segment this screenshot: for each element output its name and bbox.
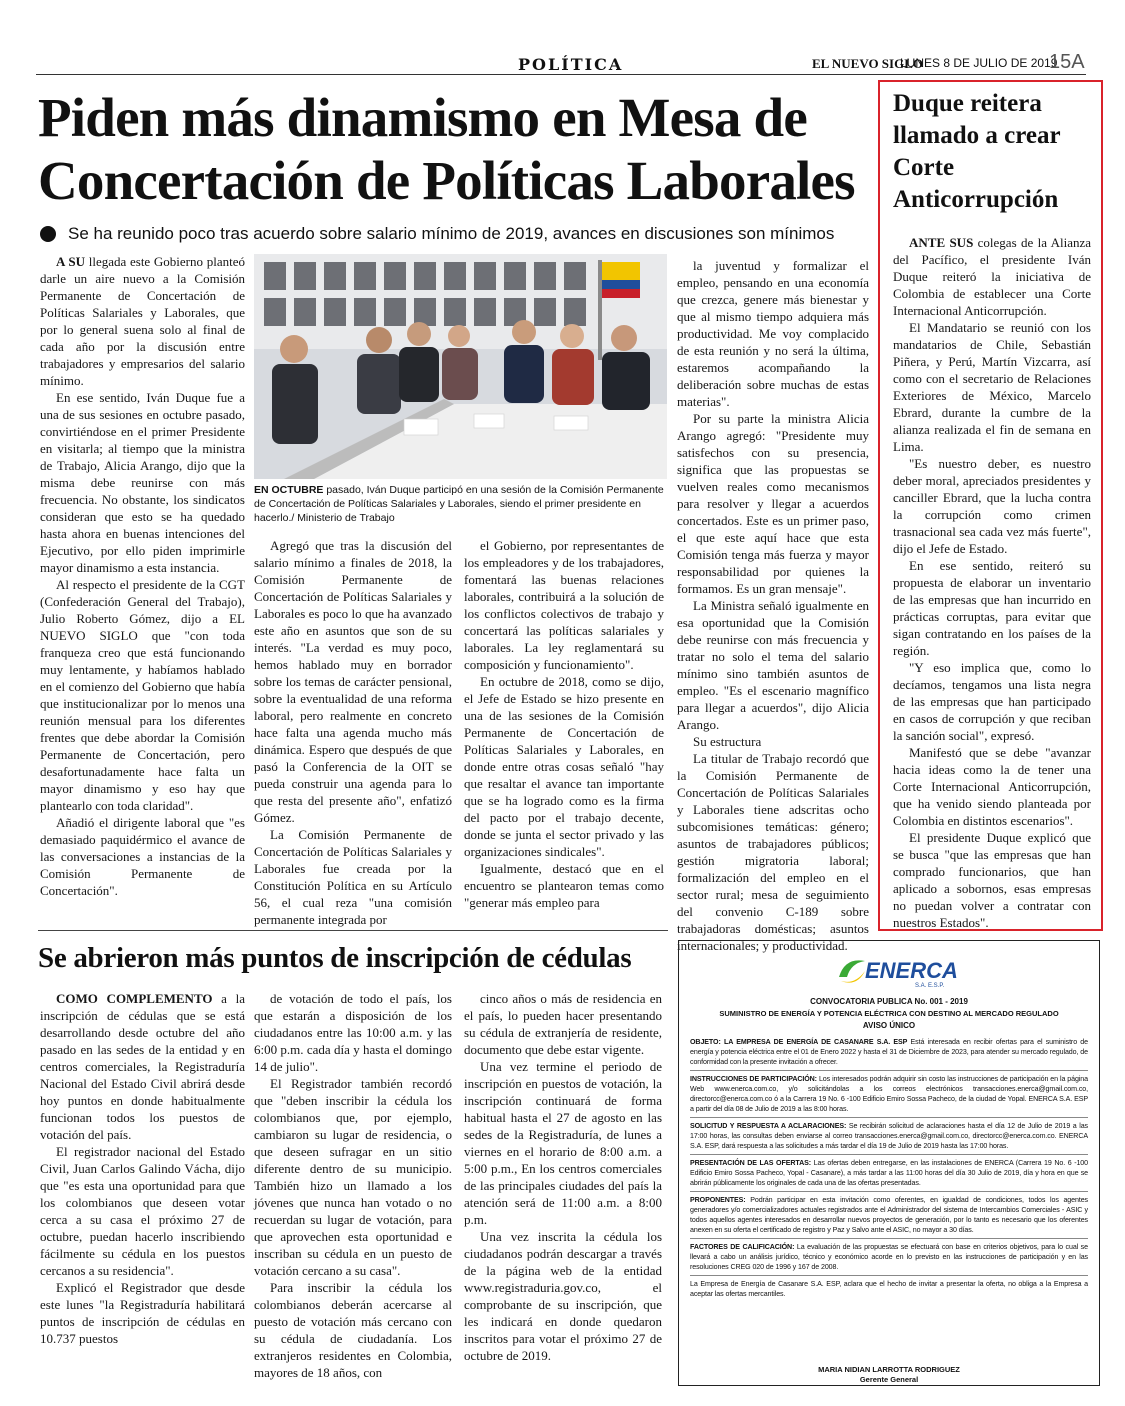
paragraph-text: la juventud y formalizar el empleo, pensando en una economía que crezca, genere más bienestar y que al mismo tiempo adquiera más productividad. Me voy complacido de esta reunión y no será la última, estaremos acompañando la deliberación sobre muchas de estas materias". xyxy=(677,258,869,409)
enerca-logo xyxy=(835,951,958,991)
meeting-photo xyxy=(254,254,667,479)
article1-column-1 xyxy=(40,253,245,899)
ad-paragraph-text: Los interesados podrán adquirir sin costo las instrucciones de participación en la página Web www.enerca.com.co, y/o solicitándolas a los correos electrónicos transacciones.enerca@gmail.com.co, directorcc@enerca.com.co ó a la Carrera 19 No. 6 -100 Edificio Emiro Sossa Pacheco, de la ciudad de Yopal. ENERCA S.A. ESP a partir del día 08 de Julio de 2019 a las 8:00 horas. xyxy=(690,1075,1088,1113)
ad-paragraph xyxy=(690,1191,1088,1235)
paragraph xyxy=(40,1143,245,1279)
paragraph-text: Su estructura xyxy=(693,734,762,749)
ad-paragraph-text: Podrán participar en esta invitación como oferentes, en igualdad de condiciones, todos los agentes generadores y/o comercializadores actuales registrados ante el Administrador del sistema de Intercambios Comerciales - ASIC y todos aquellos agentes interesados en desarrollar nuevos proyectos de generación, por lo tanto es necesario que los oferentes anexen en su oferta el certificado de registro y Paz y Salvo ante el ASIC, no mayor a 30 días. xyxy=(690,1196,1088,1234)
paragraph-text: Una vez inscrita la cédula los ciudadanos podrán descargar a través de la página web de la entidad www.registraduria.gov.co, el comprobante de su inscripción, que les indicará en donde quedaron inscritos para votar el próximo 27 de octubre de 2019. xyxy=(464,1229,662,1363)
paragraph xyxy=(464,1228,662,1364)
paragraph-text: En octubre de 2018, como se dijo, el Jefe de Estado se hizo presente en una de las sesiones de la Comisión Permanente de Concertación de Políticas Salariales y Laborales, en donde entre otras cosas señaló "hay que resaltar el avance tan importante que se ha logrado como es la firma del pacto por el trabajo decente, donde se junta el sector privado y las organizaciones sindicales". xyxy=(464,674,664,859)
paragraph-text: El Mandatario se reunió con los mandatarios de Chile, Sebastián Piñera, y Perú, Martín Vizcarra, así como con el secretario de Relaciones Exteriores de México, Marcelo Ebrard, durante la cumbre de la alianza realizada el fin de semana en Lima. xyxy=(893,320,1091,454)
paragraph xyxy=(893,234,1091,319)
article1-column-4 xyxy=(677,257,869,954)
paragraph-text: Al respecto el presidente de la CGT (Confederación General del Trabajo), Julio Roberto Gómez, dijo a EL NUEVO SIGLO que "con toda franqueza creo que está funcionando muy lentamente, y habíamos hablado en el comienzo del Gobierno que había que institucionalizar por lo menos una reunión mensual para los diferentes frentes que debe abordar la Comisión Permanente de Concertación, pero desafortunadamente hace falta un mayor dinamismo y eso hay que plantearlo con toda claridad". xyxy=(40,577,245,813)
main-headline: Piden más dinamismo en Mesa de Concertación de Políticas Laborales xyxy=(38,87,855,211)
header-rule xyxy=(36,74,1086,75)
ad-signer-role: Gerente General xyxy=(859,1375,919,1384)
logo-subtext: S.A. E.S.P. xyxy=(915,983,945,989)
article2-headline: Se abrieron más puntos de inscripción de cédulas xyxy=(38,942,632,974)
page-number: 15A xyxy=(1049,51,1085,73)
article2-column-3 xyxy=(464,990,662,1364)
paragraph xyxy=(893,659,1091,744)
paragraph-text: Agregó que tras la discusión del salario mínimo a finales de 2018, la Comisión Permanente de Concertación de Políticas Salariales y Laborales es poco lo que ha avanzado este año en asuntos que son de su interés. "La verdad es muy poco, hemos hablado muy en borrador sobre los temas de carácter pensional, sobre la eventualidad de una reforma laboral, pero realmente en concreto hace falta una agenda mucho más dinámica. Espero que después de que pasó la Conferencia de la OIT se pueda construir una agenda para lo que resta del presente año", enfatizó Gómez. xyxy=(254,538,452,825)
caption-text: pasado, Iván Duque participó en una sesión de la Comisión Permanente de Concertación de Políticas Salariales y Laborales, siendo el primer presidente en hacerlo./ Ministerio de Trabajo xyxy=(254,484,664,524)
paragraph-text: a la inscripción de cédulas que se está desarrollando desde octubre del año pasado en las sedes de la entidad y en centros comerciales, la Registraduría Nacional del Estado Civil abrirá desde hoy puntos en donde habitualmente funcionan todos los puestos de votación del país. xyxy=(40,991,246,1142)
paragraph-text: Por su parte la ministra Alicia Arango agregó: "Presidente muy satisfechos con su presencia, significa que las propuestas se vuelven reales como mecanismos para resolver y llegar a acuerdos concertados. Este es un primer paso, el que este aquí hace que esta Comisión tenga más fuerza y mayor responsabilidad por quienes la formamos. Es un gran mensaje". xyxy=(677,411,869,596)
publication-date: LUNES 8 DE JULIO DE 2019 xyxy=(900,56,1058,70)
paragraph xyxy=(464,673,664,860)
bullet-icon xyxy=(40,226,56,242)
ad-paragraph xyxy=(690,1275,1088,1299)
paragraph xyxy=(677,257,869,410)
paragraph-lead: ANTE SUS xyxy=(909,235,974,250)
paragraph-text: Manifestó que se debe "avanzar hacia ideas como la de tener una Corte Internacional Anticorrupción, que ha venido siendo planteada por Colombia en distintos escenarios". xyxy=(893,745,1091,828)
article1-column-2 xyxy=(254,537,452,928)
paragraph xyxy=(677,750,869,954)
section-name: POLÍTICA xyxy=(518,55,624,74)
ad-paragraph-text: La Empresa de Energía de Casanare S.A. ESP, aclara que el hecho de invitar a presentar la oferta, no obliga a la Empresa a aceptar las ofertas mercantiles. xyxy=(690,1280,1088,1298)
photo-caption xyxy=(254,483,666,525)
article-divider xyxy=(38,930,668,931)
ad-paragraph-text: La evaluación de las propuestas se efectuará con base en criterios objetivos, para lo cual se llevará a cabo un análisis jurídico, técnico y económico acorde en lo previsto en las instrucciones de participación y en las resoluciones CREG 020 de 1996 y 167 de 2008. xyxy=(690,1243,1088,1271)
ad-paragraph xyxy=(690,1070,1088,1114)
paragraph-text: En ese sentido, Iván Duque fue a una de sus sesiones en octubre pasado, convirtiéndose en el primer Presidente en visitarla; al tiempo que la ministra de Trabajo, Alicia Arango, dijo que la misma debe reunirse con más frecuencia. No obstante, los sindicatos consideran que esto se ha quedado hasta ahora en buenas intenciones del Ejecutivo, por ello piden imprimirle mayor dinamismo a esta instancia. xyxy=(40,390,245,575)
paragraph-lead: COMO COMPLEMENTO xyxy=(56,991,213,1006)
paragraph xyxy=(893,744,1091,829)
paragraph xyxy=(893,557,1091,659)
paragraph xyxy=(677,410,869,597)
paragraph-text: Para inscribir la cédula los colombianos deberán acercarse al puesto de votación más cercano con su cédula de ciudadanía. Los extranjeros residentes en Colombia, mayores de 18 años, con xyxy=(254,1280,452,1380)
paragraph xyxy=(40,814,245,899)
ad-paragraph-lead: PROPONENTES: xyxy=(690,1196,746,1204)
paragraph-text: de votación de todo el país, los que estarán a disposición de los ciudadanos entre las 10:00 a.m. y las 6:00 p.m. cada día y hasta el domingo 14 de julio". xyxy=(254,991,452,1074)
paragraph xyxy=(254,1075,452,1279)
ad-body xyxy=(690,1034,1088,1299)
logo-wordmark: ENERCA xyxy=(865,958,958,983)
paragraph-text: "Es nuestro deber, es nuestro deber moral, apreciados presidentes y canciller Ebrard, que la lucha contra la corrupción como crimen trasnacional sea cada vez más fuerte", dijo el Jefe de Estado. xyxy=(893,456,1091,556)
article2-column-2 xyxy=(254,990,452,1381)
paragraph-text: el Gobierno, por representantes de los empleadores y de los trabajadores, fomentará las buenas relaciones laborales, contribuirá a la solución de los conflictos colectivos de trabajo y concertará las políticas salariales y laborales. La ley reglamentará su composición y funcionamiento". xyxy=(464,538,664,672)
caption-lead: EN OCTUBRE xyxy=(254,484,324,496)
paragraph-text: La Ministra señaló igualmente en esa oportunidad que la Comisión debe reunirse con más frecuencia y tratar no solo el tema del salario mínimo sino también asuntos de empleo. "Es el escenario magnífico para llegar a acuerdos", dijo Alicia Arango. xyxy=(677,598,869,732)
sidebar-body xyxy=(893,234,1091,931)
paragraph xyxy=(893,455,1091,557)
newspaper-name: EL NUEVO SIGLO xyxy=(812,56,923,71)
paragraph-text: "Y eso implica que, como lo decíamos, tengamos una lista negra de las empresas que han participado en casos de corrupción y que reciban la sanción social", expresó. xyxy=(893,660,1091,743)
sidebar-headline: Duque reitera llamado a crear Corte Anticorrupción xyxy=(893,90,1061,213)
paragraph-text: Igualmente, destacó que en el encuentro se plantearon temas como "generar más empleo para xyxy=(464,861,664,910)
paragraph xyxy=(254,1279,452,1381)
paragraph-text: Explicó el Registrador que desde este lunes "la Registraduría habilitará puntos de inscripción de cédulas en 10.737 puestos xyxy=(40,1280,245,1346)
ad-paragraph-lead: PRESENTACIÓN DE LAS OFERTAS: xyxy=(690,1159,811,1167)
paragraph xyxy=(40,253,245,389)
paragraph-text: El presidente Duque explicó que se busca "que las empresas que han comprado funcionarios, que han aplicado a sobornos, esas empresas no puedan volver a contratar con nuestros Estados". xyxy=(893,830,1091,930)
ad-paragraph xyxy=(690,1037,1088,1067)
meeting-photo-illustration xyxy=(254,254,667,479)
paragraph-text: La Comisión Permanente de Concertación de Políticas Salariales y Laborales fue creada por la Constitución Política en su Artículo 56, el cual reza "una comisión permanente integrada por xyxy=(254,827,452,927)
paragraph xyxy=(677,597,869,733)
paragraph xyxy=(464,860,664,911)
paragraph-text: El Registrador también recordó que "deben inscribir la cédula los colombianos que, por ejemplo, cambiaron su lugar de residencia, o que deseen sufragar en un sitio diferente dentro de su municipio. También hizo un llamado a los jóvenes que nunca han votado o no recuerdan su lugar de votación, para que aprovechen esta oportunidad e inscriban su cédula en un puesto de votación cercano a su casa". xyxy=(254,1076,452,1278)
paragraph-text: En ese sentido, reiteró su propuesta de elaborar un inventario de las empresas que han incurrido en prácticas corruptas, para evitar que sigan contratando en los países de la región. xyxy=(893,558,1091,658)
ad-title-1: CONVOCATORIA PUBLICA No. 001 - 2019 xyxy=(810,997,968,1006)
paragraph xyxy=(254,990,452,1075)
paragraph-text: La titular de Trabajo recordó que la Comisión Permanente de Concertación de Políticas Salariales y Laborales tiene adscritas ocho subcomisiones temáticas: género; asuntos de trabajadores públicos; gestión migratoria laboral; formalización del empleo en el sector rural; mesa de seguimiento del convenio C-189 sobre trabajadoras domésticas; asuntos internacionales; y productividad. xyxy=(677,751,869,953)
paragraph xyxy=(40,990,245,1143)
paragraph-text: El registrador nacional del Estado Civil, Juan Carlos Galindo Vácha, dijo que "es esta una oportunidad para que los colombianos que deseen votar cerca a su casa el próximo 27 de octubre, puedan hacerlo inscribiendo fácilmente su cédula en los puestos cercanos a su residencia". xyxy=(40,1144,245,1278)
paragraph xyxy=(40,576,245,814)
paragraph-text: llegada este Gobierno planteó darle un aire nuevo a la Comisión Permanente de Concertación de Políticas Salariales y Laborales, que por lo general suena solo al final de cada año por la discusión entre trabajadores y empresarios del salario mínimo. xyxy=(40,254,245,388)
enerca-logo-icon xyxy=(835,951,958,991)
ad-title-2: SUMINISTRO DE ENERGÍA Y POTENCIA ELÉCTRICA CON DESTINO AL MERCADO REGULADO xyxy=(719,1009,1059,1018)
paragraph-text: Añadió el dirigente laboral que "es demasiado paquidérmico el avance de las conversaciones a instancias de la Comisión Permanente de Concertación". xyxy=(40,815,245,898)
article1-column-3 xyxy=(464,537,664,911)
ad-title-3: AVISO ÚNICO xyxy=(862,1021,916,1030)
paragraph-lead: A SU xyxy=(56,254,86,269)
paragraph xyxy=(464,537,664,673)
ad-paragraph-lead: INSTRUCCIONES DE PARTICIPACIÓN: xyxy=(690,1075,817,1083)
ad-paragraph xyxy=(690,1154,1088,1188)
paragraph-text: colegas de la Alianza del Pacífico, el presidente Iván Duque reiteró la iniciativa de Colombia de establecer una Corte Internacional Anticorrupción. xyxy=(893,235,1091,318)
paragraph xyxy=(254,537,452,826)
ad-paragraph-lead: OBJETO: LA EMPRESA DE ENERGÍA DE CASANARE S.A. ESP xyxy=(690,1038,908,1046)
paragraph xyxy=(40,389,245,576)
ad-paragraph-lead: FACTORES DE CALIFICACIÓN: xyxy=(690,1243,795,1251)
paragraph xyxy=(464,990,662,1058)
ad-paragraph xyxy=(690,1238,1088,1272)
paragraph-text: cinco años o más de residencia en el país, lo pueden hacer presentando su cédula de extranjería de residente, documento que debe estar vigente. xyxy=(464,991,662,1057)
main-subheadline: Se ha reunido poco tras acuerdo sobre salario mínimo de 2019, avances en discusiones son mínimos xyxy=(68,224,835,243)
ad-paragraph-text: Se recibirán solicitud de aclaraciones hasta el día 12 de Julio de 2019 a las 17:00 horas, las consultas deben enviarse al correo transacciones.enerca@gmail.com.co, directorcc@enerca.com.co. ENERCA S.A. ESP, dará respuesta a las solicitudes a más tardar el día 19 de Julio de 2019 hasta las 17:00 horas. xyxy=(690,1122,1089,1150)
ad-paragraph-text: Está interesada en recibir ofertas para el suministro de energía y potencia eléctrica entre el 01 de Enero 2022 y hasta el 31 de Diciembre de 2023, para atender su mercado regulado, de conformidad con la presente invitación a ofrecer. xyxy=(690,1038,1088,1066)
ad-paragraph-lead: SOLICITUD Y RESPUESTA A ACLARACIONES: xyxy=(690,1122,847,1130)
paragraph xyxy=(893,319,1091,455)
ad-paragraph-text: Las ofertas deben entregarse, en las instalaciones de ENERCA (Carrera 19 No. 6 -100 Edificio Emiro Sossa Pacheco, Yopal - Casanare), a más tardar a las 11:00 horas del día 30 Julio de 2019, día y hora en que se abrirán públicamente los originales de cada una de las ofertas presentadas. xyxy=(690,1159,1088,1187)
paragraph xyxy=(677,733,869,750)
paragraph xyxy=(893,829,1091,931)
ad-signer: MARIA NIDIAN LARROTTA RODRIGUEZ xyxy=(818,1365,960,1374)
paragraph xyxy=(464,1058,662,1228)
article2-column-1 xyxy=(40,990,245,1347)
paragraph-text: Una vez termine el periodo de inscripción en puestos de votación, la inscripción continuará de forma habitual hasta el 27 de agosto en las sedes de la Registraduría, de lunes a viernes en el horario de 8:00 a.m. a 5:00 p.m., En los centros comerciales de las principales ciudades del país la atención será de 11:00 a.m. a 8:00 p.m. xyxy=(464,1059,662,1227)
paragraph xyxy=(254,826,452,928)
ad-paragraph xyxy=(690,1117,1088,1151)
paragraph xyxy=(40,1279,245,1347)
